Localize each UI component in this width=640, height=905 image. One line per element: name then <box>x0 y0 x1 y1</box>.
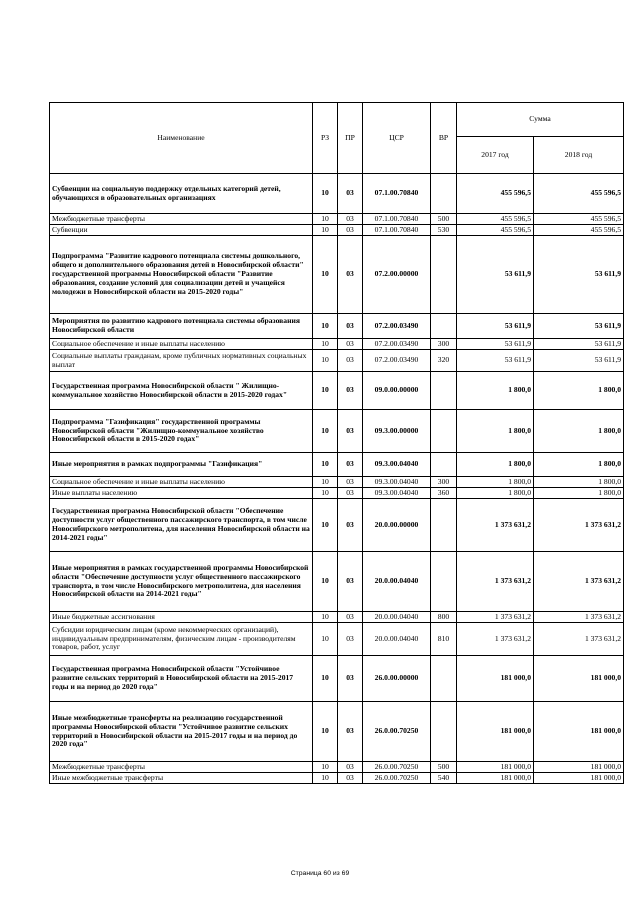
cell-csr: 07.2.00.03490 <box>363 350 431 372</box>
cell-rz: 10 <box>313 477 338 488</box>
table-row <box>50 499 624 552</box>
table-row <box>50 236 624 314</box>
header-year-2018: 2018 год <box>534 137 624 174</box>
cell-csr: 26.0.00.70250 <box>363 762 431 773</box>
cell-pr: 03 <box>338 453 363 477</box>
table-row <box>50 339 624 350</box>
cell-name: Мероприятия по развитию кадрового потенциала системы образования Новосибирской области <box>50 314 313 339</box>
cell-csr: 07.1.00.70840 <box>363 214 431 225</box>
cell-csr: 26.0.00.70250 <box>363 702 431 762</box>
cell-pr: 03 <box>338 214 363 225</box>
cell-pr: 03 <box>338 236 363 314</box>
cell-2017: 1 373 631,2 <box>457 552 534 612</box>
cell-csr: 07.1.00.70840 <box>363 174 431 214</box>
page-number: Страница 60 из 69 <box>290 870 350 877</box>
cell-vr <box>431 552 457 612</box>
header-rz: РЗ <box>313 103 338 174</box>
cell-vr <box>431 410 457 453</box>
cell-csr: 07.2.00.00000 <box>363 236 431 314</box>
cell-2017: 1 800,0 <box>457 372 534 410</box>
cell-2017: 181 000,0 <box>457 702 534 762</box>
cell-name: Межбюджетные трансферты <box>50 762 313 773</box>
cell-name: Государственная программа Новосибирской области "Обеспечение доступности услуг общественного пассажирского транспорта, в том числе Новосибирского метрополитена, для населения Новосибирской области на 2014-2021 годы" <box>50 499 313 552</box>
table-row <box>50 225 624 236</box>
cell-2018: 455 596,5 <box>534 214 624 225</box>
cell-pr: 03 <box>338 702 363 762</box>
cell-rz: 10 <box>313 174 338 214</box>
cell-rz: 10 <box>313 656 338 702</box>
cell-rz: 10 <box>313 499 338 552</box>
cell-2018: 1 373 631,2 <box>534 499 624 552</box>
cell-vr <box>431 656 457 702</box>
cell-name: Межбюджетные трансферты <box>50 214 313 225</box>
cell-2017: 181 000,0 <box>457 762 534 773</box>
cell-2018: 53 611,9 <box>534 236 624 314</box>
table-row <box>50 488 624 499</box>
cell-2017: 455 596,5 <box>457 225 534 236</box>
cell-csr: 07.2.00.03490 <box>363 339 431 350</box>
table-row <box>50 372 624 410</box>
cell-vr: 300 <box>431 477 457 488</box>
cell-vr <box>431 453 457 477</box>
cell-name: Иные выплаты населению <box>50 488 313 499</box>
cell-name: Подпрограмма "Газификация" государственной программы Новосибирской области "Жилищно-коммунальное хозяйство Новосибирской области в 2015-2020 годах" <box>50 410 313 453</box>
cell-name: Иные мероприятия в рамках подпрограммы "Газификация" <box>50 453 313 477</box>
cell-csr: 26.0.00.00000 <box>363 656 431 702</box>
cell-vr: 540 <box>431 773 457 784</box>
cell-2018: 181 000,0 <box>534 656 624 702</box>
cell-name: Социальные выплаты гражданам, кроме публичных нормативных социальных выплат <box>50 350 313 372</box>
header-sum: Сумма <box>457 103 624 137</box>
cell-pr: 03 <box>338 350 363 372</box>
cell-2017: 53 611,9 <box>457 314 534 339</box>
cell-name: Субсидии юридическим лицам (кроме некоммерческих организаций), индивидуальным предпринимателям, физическим лицам - производителям товаров, работ, услуг <box>50 623 313 656</box>
cell-2017: 1 800,0 <box>457 410 534 453</box>
cell-2018: 1 800,0 <box>534 372 624 410</box>
cell-2017: 1 800,0 <box>457 453 534 477</box>
header-csr: ЦСР <box>363 103 431 174</box>
cell-csr: 20.0.00.04040 <box>363 552 431 612</box>
cell-2017: 1 373 631,2 <box>457 623 534 656</box>
cell-pr: 03 <box>338 410 363 453</box>
cell-pr: 03 <box>338 314 363 339</box>
cell-rz: 10 <box>313 612 338 623</box>
cell-2018: 455 596,5 <box>534 174 624 214</box>
cell-csr: 09.3.00.00000 <box>363 410 431 453</box>
cell-pr: 03 <box>338 623 363 656</box>
cell-pr: 03 <box>338 339 363 350</box>
cell-vr <box>431 236 457 314</box>
cell-vr <box>431 372 457 410</box>
table-row <box>50 612 624 623</box>
cell-csr: 20.0.00.04040 <box>363 612 431 623</box>
cell-name: Иные межбюджетные трансферты на реализацию государственной программы Новосибирской области "Устойчивое развитие сельских территорий в Новосибирской области на 2015-2017 годы и на период до 2020 года" <box>50 702 313 762</box>
table-row <box>50 174 624 214</box>
cell-name: Социальное обеспечение и иные выплаты населению <box>50 339 313 350</box>
table-row <box>50 702 624 762</box>
header-name: Наименование <box>50 103 313 174</box>
budget-table <box>49 102 624 784</box>
cell-csr: 20.0.00.04040 <box>363 623 431 656</box>
table-row <box>50 552 624 612</box>
cell-pr: 03 <box>338 225 363 236</box>
cell-2018: 1 800,0 <box>534 410 624 453</box>
table-row <box>50 623 624 656</box>
cell-name: Иные мероприятия в рамках государственной программы Новосибирской области "Обеспечение доступности услуг общественного пассажирского транспорта, в том числе Новосибирского метрополитена, для населения Новосибирской области на 2014-2021 годы" <box>50 552 313 612</box>
cell-csr: 09.3.00.04040 <box>363 488 431 499</box>
cell-pr: 03 <box>338 552 363 612</box>
cell-pr: 03 <box>338 488 363 499</box>
cell-2017: 53 611,9 <box>457 339 534 350</box>
cell-vr: 500 <box>431 214 457 225</box>
cell-vr: 320 <box>431 350 457 372</box>
cell-2017: 455 596,5 <box>457 214 534 225</box>
cell-2018: 455 596,5 <box>534 225 624 236</box>
cell-2018: 181 000,0 <box>534 762 624 773</box>
cell-csr: 09.3.00.04040 <box>363 453 431 477</box>
cell-pr: 03 <box>338 174 363 214</box>
cell-vr: 810 <box>431 623 457 656</box>
table-row <box>50 656 624 702</box>
cell-vr <box>431 174 457 214</box>
cell-2018: 53 611,9 <box>534 314 624 339</box>
cell-vr: 500 <box>431 762 457 773</box>
cell-2017: 53 611,9 <box>457 236 534 314</box>
cell-rz: 10 <box>313 372 338 410</box>
cell-name: Иные межбюджетные трансферты <box>50 773 313 784</box>
cell-2018: 1 373 631,2 <box>534 552 624 612</box>
cell-2018: 1 800,0 <box>534 453 624 477</box>
cell-rz: 10 <box>313 236 338 314</box>
cell-2018: 181 000,0 <box>534 702 624 762</box>
table-row <box>50 410 624 453</box>
cell-rz: 10 <box>313 453 338 477</box>
cell-2018: 53 611,9 <box>534 339 624 350</box>
table-row <box>50 350 624 372</box>
table-row <box>50 762 624 773</box>
cell-vr: 300 <box>431 339 457 350</box>
cell-csr: 26.0.00.70250 <box>363 773 431 784</box>
cell-pr: 03 <box>338 773 363 784</box>
cell-rz: 10 <box>313 314 338 339</box>
header-vr: ВР <box>431 103 457 174</box>
cell-2017: 53 611,9 <box>457 350 534 372</box>
table-row <box>50 477 624 488</box>
cell-rz: 10 <box>313 350 338 372</box>
cell-csr: 20.0.00.00000 <box>363 499 431 552</box>
cell-csr: 09.3.00.04040 <box>363 477 431 488</box>
cell-rz: 10 <box>313 488 338 499</box>
cell-pr: 03 <box>338 612 363 623</box>
cell-name: Подпрограмма "Развитие кадрового потенциала системы дошкольного, общего и дополнительного образования детей в Новосибирской области" государственной программы Новосибирской области "Развитие образования, создание условий для социализации детей и учащейся молодежи в Новосибирской области на 2015-2020 годы" <box>50 236 313 314</box>
cell-2017: 1 373 631,2 <box>457 612 534 623</box>
cell-vr <box>431 314 457 339</box>
table-row <box>50 214 624 225</box>
header-pr: ПР <box>338 103 363 174</box>
cell-pr: 03 <box>338 762 363 773</box>
cell-csr: 09.0.00.00000 <box>363 372 431 410</box>
cell-vr: 360 <box>431 488 457 499</box>
cell-vr <box>431 702 457 762</box>
cell-name: Государственная программа Новосибирской области " Жилищно-коммунальное хозяйство Новосибирской области в 2015-2020 годах" <box>50 372 313 410</box>
cell-rz: 10 <box>313 552 338 612</box>
cell-2018: 1 800,0 <box>534 477 624 488</box>
cell-2017: 455 596,5 <box>457 174 534 214</box>
cell-pr: 03 <box>338 656 363 702</box>
cell-rz: 10 <box>313 773 338 784</box>
table-row <box>50 314 624 339</box>
cell-vr <box>431 499 457 552</box>
cell-2018: 1 373 631,2 <box>534 623 624 656</box>
cell-2018: 181 000,0 <box>534 773 624 784</box>
cell-rz: 10 <box>313 225 338 236</box>
cell-vr: 800 <box>431 612 457 623</box>
cell-rz: 10 <box>313 623 338 656</box>
cell-name: Субвенции на социальную поддержку отдельных категорий детей, обучающихся в образовательных организациях <box>50 174 313 214</box>
cell-csr: 07.1.00.70840 <box>363 225 431 236</box>
cell-rz: 10 <box>313 339 338 350</box>
cell-2018: 1 373 631,2 <box>534 612 624 623</box>
cell-name: Иные бюджетные ассигнования <box>50 612 313 623</box>
cell-pr: 03 <box>338 499 363 552</box>
cell-2017: 181 000,0 <box>457 773 534 784</box>
cell-rz: 10 <box>313 762 338 773</box>
cell-pr: 03 <box>338 372 363 410</box>
cell-2017: 1 373 631,2 <box>457 499 534 552</box>
cell-2017: 181 000,0 <box>457 656 534 702</box>
cell-name: Субвенции <box>50 225 313 236</box>
cell-2017: 1 800,0 <box>457 477 534 488</box>
header-year-2017: 2017 год <box>457 137 534 174</box>
cell-pr: 03 <box>338 477 363 488</box>
cell-2017: 1 800,0 <box>457 488 534 499</box>
cell-rz: 10 <box>313 702 338 762</box>
table-row <box>50 773 624 784</box>
cell-name: Государственная программа Новосибирской области "Устойчивое развитие сельских территорий в Новосибирской области на 2015-2017 годы и на период до 2020 года" <box>50 656 313 702</box>
cell-csr: 07.2.00.03490 <box>363 314 431 339</box>
cell-name: Социальное обеспечение и иные выплаты населению <box>50 477 313 488</box>
cell-vr: 530 <box>431 225 457 236</box>
table-row <box>50 453 624 477</box>
cell-rz: 10 <box>313 410 338 453</box>
cell-2018: 53 611,9 <box>534 350 624 372</box>
cell-rz: 10 <box>313 214 338 225</box>
cell-2018: 1 800,0 <box>534 488 624 499</box>
